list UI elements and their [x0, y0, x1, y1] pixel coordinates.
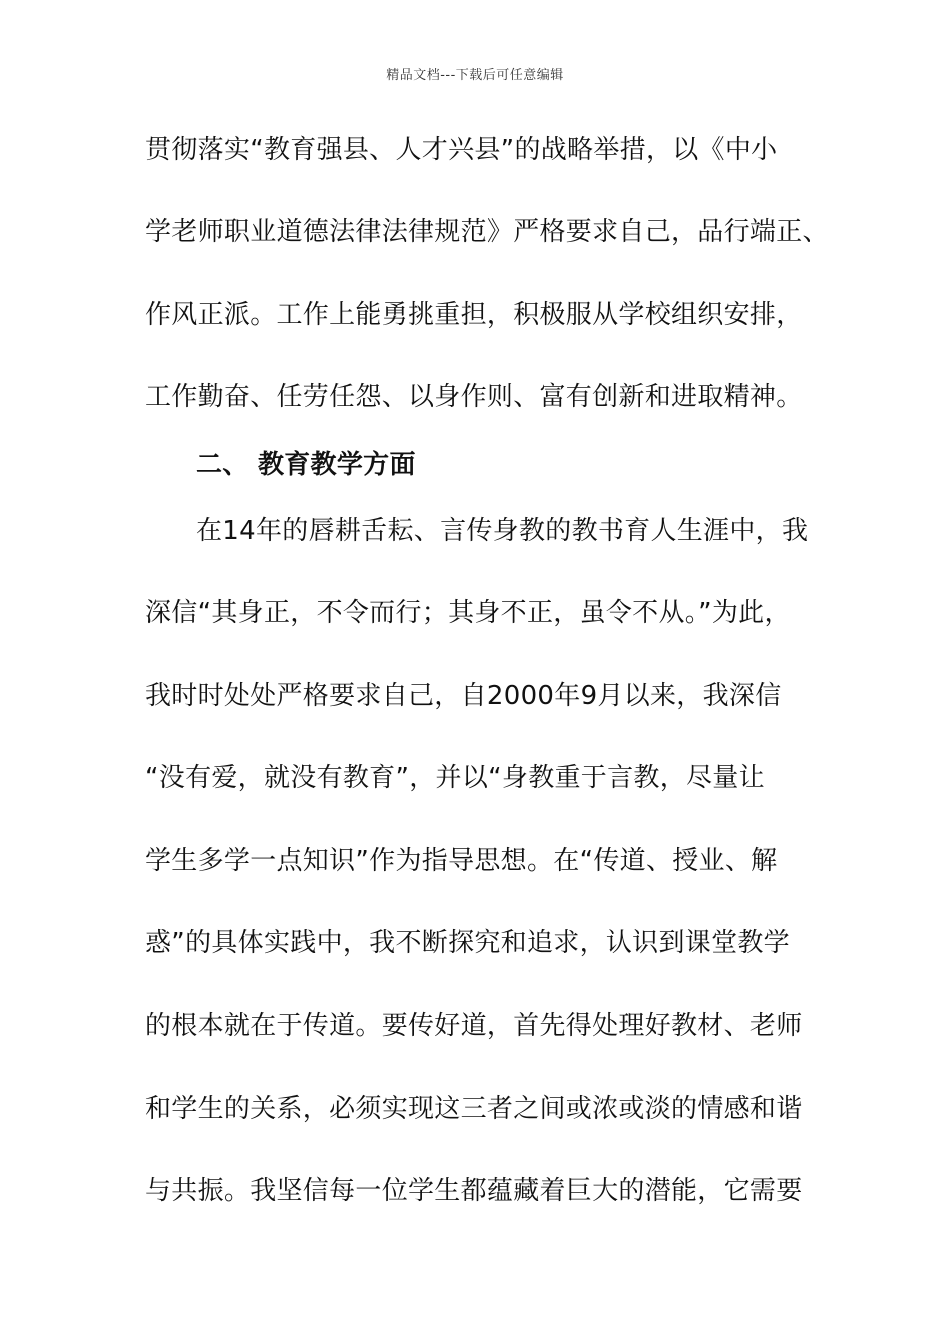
paragraph-line: 作风正派。工作上能勇挑重担，积极服从学校组织安排，	[145, 300, 803, 330]
paragraph-line: 在14年的唇耕舌耘、言传身教的教书育人生涯中，我	[196, 516, 809, 546]
paragraph-line: 深信“其身正，不令而行；其身不正，虽令不从。”为此，	[145, 598, 791, 628]
paragraph-line: 和学生的关系，必须实现这三者之间或浓或淡的情感和谐	[145, 1094, 803, 1124]
paragraph-line: 工作勤奋、任劳任怨、以身作则、富有创新和进取精神。	[145, 382, 803, 412]
page-header: 精品文档---下载后可任意编辑	[386, 68, 564, 83]
paragraph-line: 学老师职业道德法律法律规范》严格要求自己，品行端正、	[145, 217, 829, 247]
section-heading: 二、 教育教学方面	[196, 450, 416, 480]
paragraph-line: “没有爱，就没有教育”，并以“身教重于言教，尽量让	[145, 763, 765, 793]
paragraph-line: 与共振。我坚信每一位学生都蕴藏着巨大的潜能，它需要	[145, 1176, 803, 1206]
paragraph-line: 学生多学一点知识”作为指导思想。在“传道、授业、解	[145, 846, 778, 876]
paragraph-line: 我时时处处严格要求自己，自2000年9月以来，我深信	[145, 681, 782, 711]
paragraph-line: 惑”的具体实践中，我不断探究和追求，认识到课堂教学	[145, 928, 790, 958]
paragraph-line: 贯彻落实“教育强县、人才兴县”的战略举措，以《中小	[145, 135, 778, 165]
paragraph-line: 的根本就在于传道。要传好道，首先得处理好教材、老师	[145, 1011, 803, 1041]
